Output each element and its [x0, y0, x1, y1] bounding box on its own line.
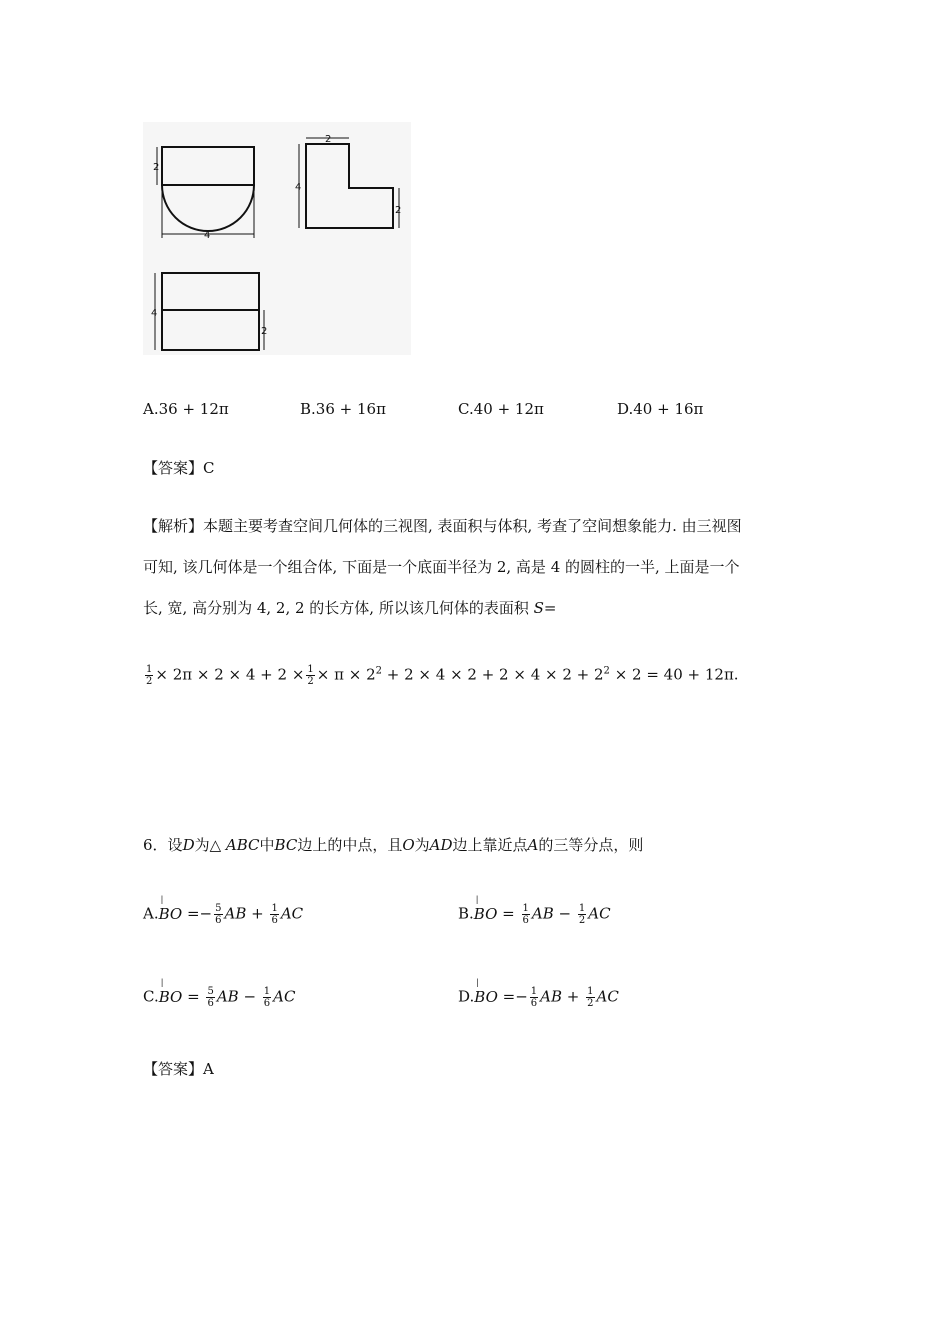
three-view-figure [143, 122, 411, 355]
front-view-semicircle [162, 185, 254, 231]
q6-answer: 【答案】A [143, 1060, 214, 1078]
q5-option-b: B.36 + 16π [300, 400, 386, 418]
front-view-rect [162, 147, 254, 185]
front-width-label: 4 [204, 230, 211, 241]
q5-analysis-line-2: 可知, 该几何体是一个组合体, 下面是一个底面半径为 2, 高是 4 的圆柱的一半, 上面是一个 [143, 558, 740, 576]
q5-answer: 【答案】C [143, 459, 215, 477]
q6-option-d: D.| BO =− $\frac{1}{6}$ AB + $\frac{1}{2}$ AC [458, 986, 619, 1009]
q6-option-b: B.| BO = $\frac{1}{6}$ AB − $\frac{1}{2}$ AC [458, 903, 611, 926]
q6-option-a: A.| BO =− $\frac{5}{6}$ AB + $\frac{1}{6}$ AC [143, 903, 303, 926]
top-view-rect [162, 273, 259, 350]
three-view-drawing [143, 122, 411, 355]
q6-option-c: C.| BO = $\frac{5}{6}$ AB − $\frac{1}{6}$ AC [143, 986, 295, 1009]
q5-surface-area-formula: $\frac{1}{2}$ × 2π × 2 × 4 + 2 × $\frac{1}{2}$ × $\pi \times 2^2 + 2 \times 4 \times 2 + 2 \times 4 \times 2 + 2^2 \times 2 = 40 + 12\pi$. [146, 664, 739, 687]
q6-stem: 6．设D为△ ABC中BC边上的中点，且O为AD边上靠近点A的三等分点，则 [143, 836, 644, 854]
q5-analysis-line-3: 长, 宽, 高分别为 4, 2, 2 的长方体, 所以该几何体的表面积 S= [143, 599, 557, 617]
top-step-label: 2 [261, 326, 268, 337]
q5-option-d: D.40 + 16π [617, 400, 704, 418]
side-view-l-shape [306, 144, 393, 228]
side-height-label: 4 [295, 182, 302, 193]
top-height-label: 4 [151, 308, 158, 319]
side-step-label: 2 [395, 205, 402, 216]
front-height-label: 2 [153, 162, 160, 173]
side-top-label: 2 [325, 134, 332, 145]
q5-analysis-line-1: 【解析】本题主要考查空间几何体的三视图, 表面积与体积, 考查了空间想象能力. 由三视图 [143, 517, 742, 535]
q5-option-a: A.36 + 12π [143, 400, 229, 418]
q5-option-c: C.40 + 12π [458, 400, 544, 418]
